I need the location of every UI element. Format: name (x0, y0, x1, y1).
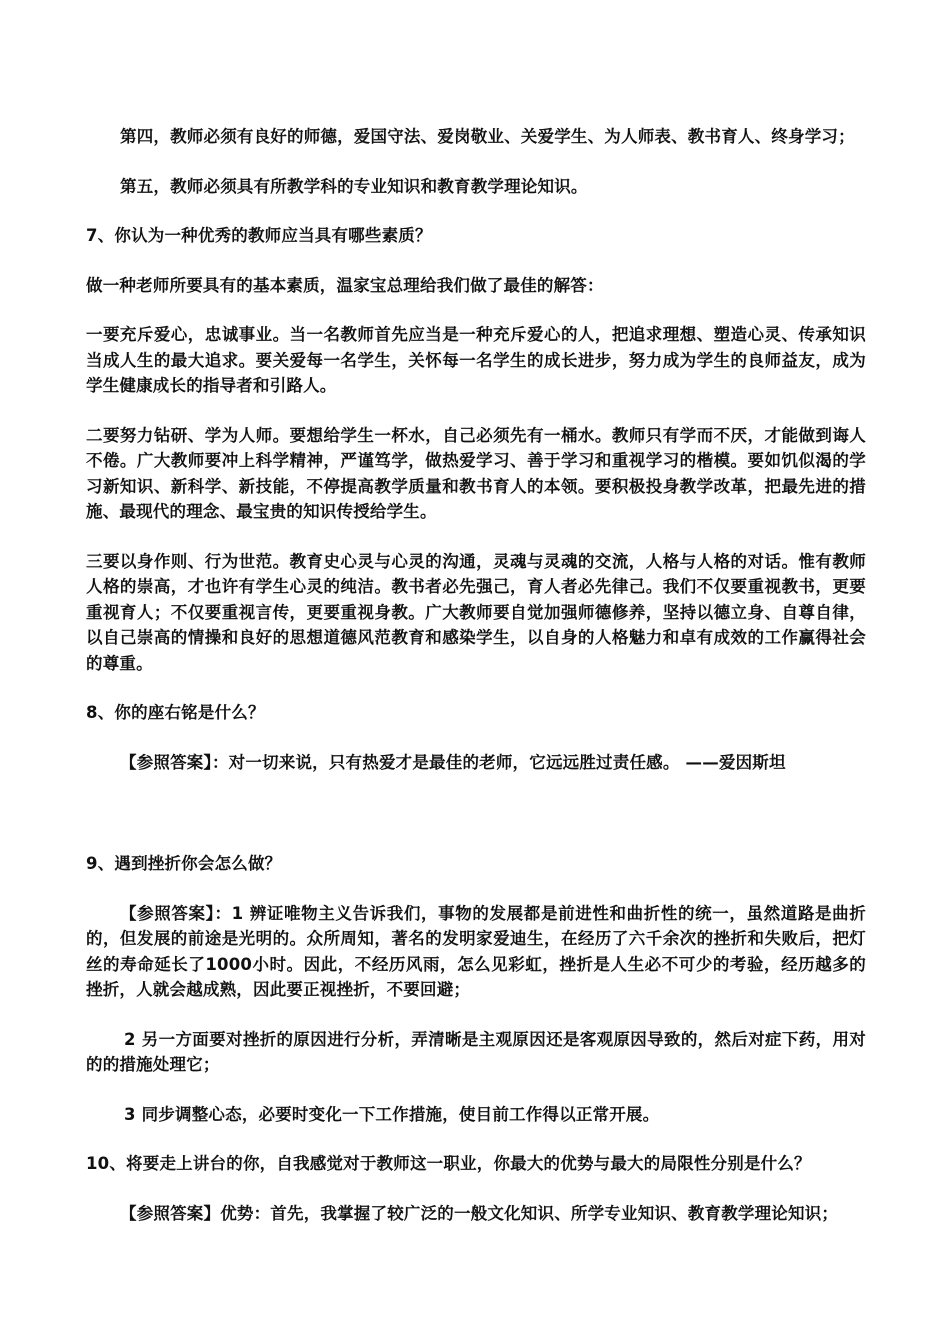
answer-7-point-1: 一要充斥爱心，忠诚事业。当一名教师首先应当是一种充斥爱心的人，把追求理想、塑造心灵、传承知识当成人生的最大追求。要关爱每一名学生，关怀每一名学生的成长进步，努力成为学生的良师益友，成为学生健康成长的指导者和引路人。 (86, 325, 866, 395)
answer-7-intro: 做一种老师所要具有的基本素质，温家宝总理给我们做了最佳的解答： (86, 275, 604, 295)
answer-9-part-1: 【参照答案】：1 辨证唯物主义告诉我们，事物的发展都是前进性和曲折性的统一，虽然道路是曲折的，但发展的前途是光明的。众所周知，著名的发明家爱迪生，在经历了六千余次的挫折和失败后，把灯丝的寿命延长了1000小时。因此，不经历风雨，怎么见彩虹，挫折是人生必不可少的考验，经历越多的挫折，人就会越成熟，因此要正视挫折，不要回避； (86, 903, 866, 999)
answer-9-part-2: 2 另一方面要对挫折的原因进行分析，弄清晰是主观原因还是客观原因导致的，然后对症下药，用对的的措施处理它； (86, 1029, 866, 1074)
answer-7-point-3: 三要以身作则、行为世范。教育史心灵与心灵的沟通，灵魂与灵魂的交流，人格与人格的对话。惟有教师人格的崇高，才也许有学生心灵的纯洁。教书者必先强己，育人者必先律己。我们不仅要重视教书，更要重视育人；不仅要重视言传，更要重视身教。广大教师要自觉加强师德修养，坚持以德立身、自尊自律，以自己崇高的情操和良好的思想道德风范教育和感染学生，以自身的人格魅力和卓有成效的工作赢得社会的尊重。 (86, 551, 866, 673)
paragraph-fourth: 第四，教师必须有良好的师德，爱国守法、爱岗敬业、关爱学生、为人师表、教书育人、终身学习； (120, 127, 855, 146)
question-7: 7、你认为一种优秀的教师应当具有哪些素质？ (86, 226, 432, 245)
paragraph-fifth: 第五，教师必须具有所教学科的专业知识和教育教学理论知识。 (120, 176, 588, 196)
document-page (86, 124, 866, 1226)
answer-8: 【参照答案】：对一切来说，只有热爱才是最佳的老师，它远远胜过责任感。 ——爱因斯坦 (120, 752, 786, 772)
answer-9-part-3: 3 同步调整心态，必要时变化一下工作措施，使目前工作得以正常开展。 (124, 1104, 660, 1124)
question-10: 10、将要走上讲台的你，自我感觉对于教师这一职业，你最大的优势与最大的局限性分别是什么？ (86, 1154, 811, 1173)
answer-7-point-2: 二要努力钻研、学为人师。要想给学生一杯水，自己必须先有一桶水。教师只有学而不厌，才能做到诲人不倦。广大教师要冲上科学精神，严谨笃学，做热爱学习、善于学习和重视学习的楷模。要如饥似渴的学习新知识、新科学、新技能，不停提高教学质量和教书育人的本领。要积极投身教学改革，把最先进的措施、最现代的理念、最宝贵的知识传授给学生。 (86, 425, 866, 521)
question-8: 8、你的座右铭是什么？ (86, 703, 265, 722)
question-9: 9、遇到挫折你会怎么做？ (86, 854, 282, 873)
answer-10: 【参照答案】优势：首先，我掌握了较广泛的一般文化知识、所学专业知识、教育教学理论知识； (120, 1203, 839, 1223)
